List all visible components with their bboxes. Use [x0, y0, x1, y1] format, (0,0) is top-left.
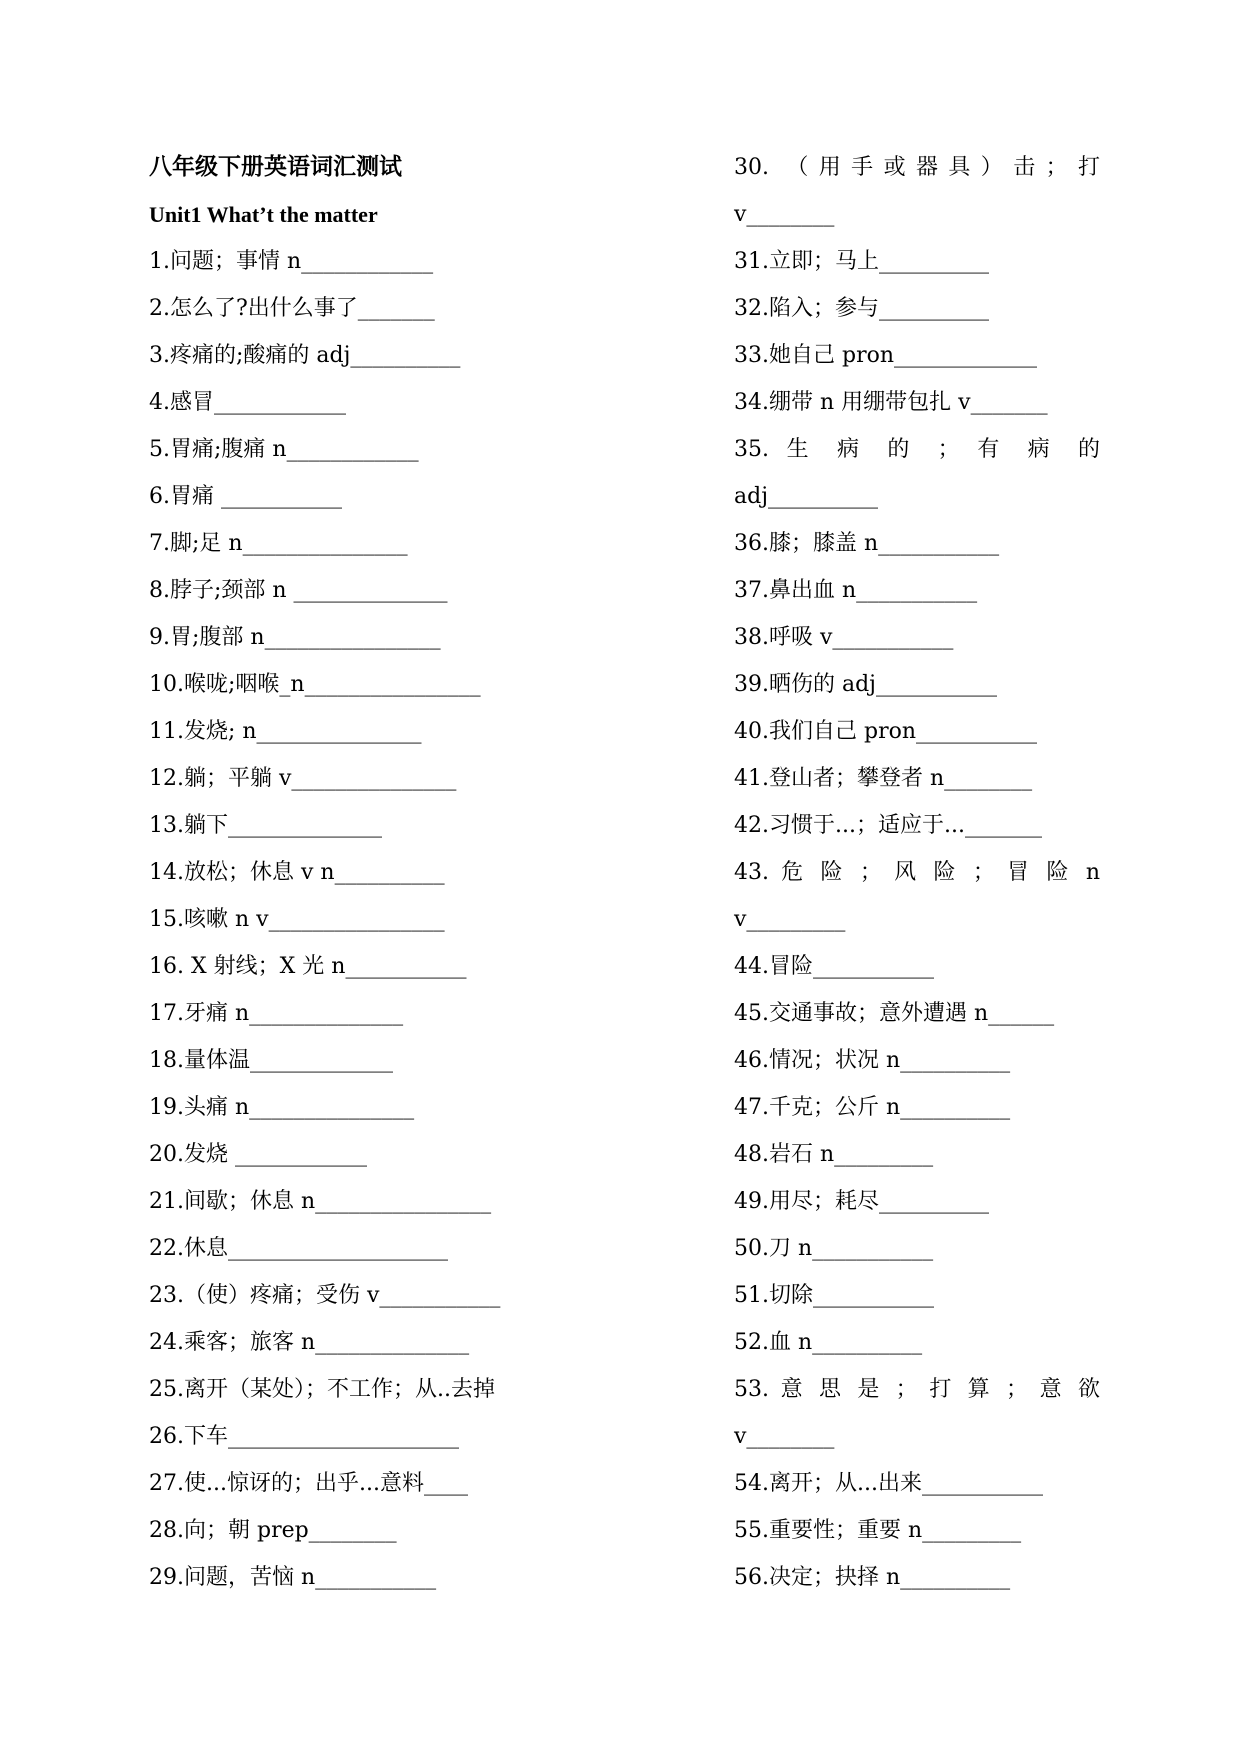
vocab-item: 30. （用手或器具）击；打 [734, 155, 1100, 180]
vocab-item: 11.发烧; n_______________ [149, 719, 422, 744]
vocab-item: 39.晒伤的 adj___________ [734, 672, 998, 697]
vocab-item: 6.胃痛 ___________ [149, 484, 342, 509]
vocab-item: 54.离开；从...出来___________ [734, 1471, 1043, 1496]
vocab-item: 18.量体温_____________ [149, 1048, 393, 1073]
vocab-item: v_________ [734, 907, 846, 932]
vocab-item: 5.胃痛;腹痛 n____________ [149, 437, 419, 462]
vocab-item: 37.鼻出血 n___________ [734, 578, 978, 603]
right-column [734, 144, 1100, 1601]
vocab-item: v________ [734, 202, 835, 227]
vocab-item: 28.向；朝 prep________ [149, 1518, 397, 1543]
vocab-item: 1.问题；事情 n____________ [149, 249, 434, 274]
vocab-item: 23.（使）疼痛；受伤 v___________ [149, 1283, 501, 1308]
vocab-item: 43. 危 险 ； 风 险 ； 冒 险 n [734, 860, 1100, 885]
right-vocab-list [734, 144, 1100, 1601]
unit-title: Unit1 What’t the matter [149, 202, 378, 227]
vocab-item: 8.脖子;颈部 n ______________ [149, 578, 448, 603]
vocab-item: 53. 意 思 是 ； 打 算 ； 意 欲 [734, 1377, 1100, 1402]
vocab-item: 48.岩石 n_________ [734, 1142, 934, 1167]
vocab-item: 47.千克；公斤 n__________ [734, 1095, 1011, 1120]
vocab-item: 2.怎么了?出什么事了_______ [149, 296, 435, 321]
vocab-item: 12.躺；平躺 v_______________ [149, 766, 457, 791]
vocab-item: 27.使...惊讶的；出乎...意料____ [149, 1471, 468, 1496]
vocab-item: adj__________ [734, 484, 879, 509]
left-column [149, 144, 569, 1601]
vocab-item: 32.陷入；参与__________ [734, 296, 989, 321]
vocab-item: 34.绷带 n 用绷带包扎 v_______ [734, 390, 1048, 415]
left-vocab-list [149, 238, 569, 1601]
vocab-item: 52.血 n__________ [734, 1330, 923, 1355]
vocab-item: 42.习惯于...；适应于..._______ [734, 813, 1042, 838]
vocab-item: 20.发烧 ____________ [149, 1142, 367, 1167]
vocab-item: 33.她自己 pron_____________ [734, 343, 1037, 368]
vocab-item: 31.立即；马上__________ [734, 249, 989, 274]
vocab-item: 38.呼吸 v___________ [734, 625, 954, 650]
vocab-item: v________ [734, 1424, 835, 1449]
page-title: 八年级下册英语词汇测试 [149, 154, 402, 180]
vocab-item: 25.离开（某处）；不工作；从..去掉 [149, 1377, 495, 1402]
vocab-item: 13.躺下______________ [149, 813, 382, 838]
vocab-item: 56.决定；抉择 n__________ [734, 1565, 1011, 1590]
vocab-item: 24.乘客；旅客 n______________ [149, 1330, 470, 1355]
vocab-item: 50.刀 n___________ [734, 1236, 934, 1261]
vocab-item: 51.切除___________ [734, 1283, 934, 1308]
vocab-item: 15.咳嗽 n v________________ [149, 907, 445, 932]
vocab-item: 22.休息____________________ [149, 1236, 448, 1261]
vocab-item: 16. X 射线；X 光 n___________ [149, 954, 467, 979]
vocab-item: 21.间歇；休息 n________________ [149, 1189, 492, 1214]
vocab-item: 17.牙痛 n______________ [149, 1001, 404, 1026]
vocab-item: 49.用尽；耗尽__________ [734, 1189, 989, 1214]
vocab-item: 29.问题，苦恼 n___________ [149, 1565, 437, 1590]
vocab-item: 19.头痛 n_______________ [149, 1095, 415, 1120]
vocab-item: 45.交通事故；意外遭遇 n______ [734, 1001, 1055, 1026]
vocab-item: 35. 生 病 的 ； 有 病 的 [734, 437, 1100, 462]
vocab-item: 46.情况；状况 n__________ [734, 1048, 1011, 1073]
vocab-item: 40.我们自己 pron___________ [734, 719, 1037, 744]
vocab-item: 9.胃;腹部 n________________ [149, 625, 441, 650]
vocab-item: 14.放松；休息 v n__________ [149, 860, 445, 885]
vocab-item: 7.脚;足 n_______________ [149, 531, 408, 556]
vocab-item: 4.感冒____________ [149, 390, 346, 415]
vocab-item: 36.膝；膝盖 n___________ [734, 531, 1000, 556]
vocab-item: 55.重要性；重要 n_________ [734, 1518, 1022, 1543]
vocab-item: 44.冒险___________ [734, 954, 934, 979]
vocab-item: 10.喉咙;咽喉_n________________ [149, 672, 481, 697]
vocab-item: 26.下车_____________________ [149, 1424, 459, 1449]
vocab-item: 41.登山者；攀登者 n________ [734, 766, 1033, 791]
vocab-item: 3.疼痛的;酸痛的 adj__________ [149, 343, 461, 368]
